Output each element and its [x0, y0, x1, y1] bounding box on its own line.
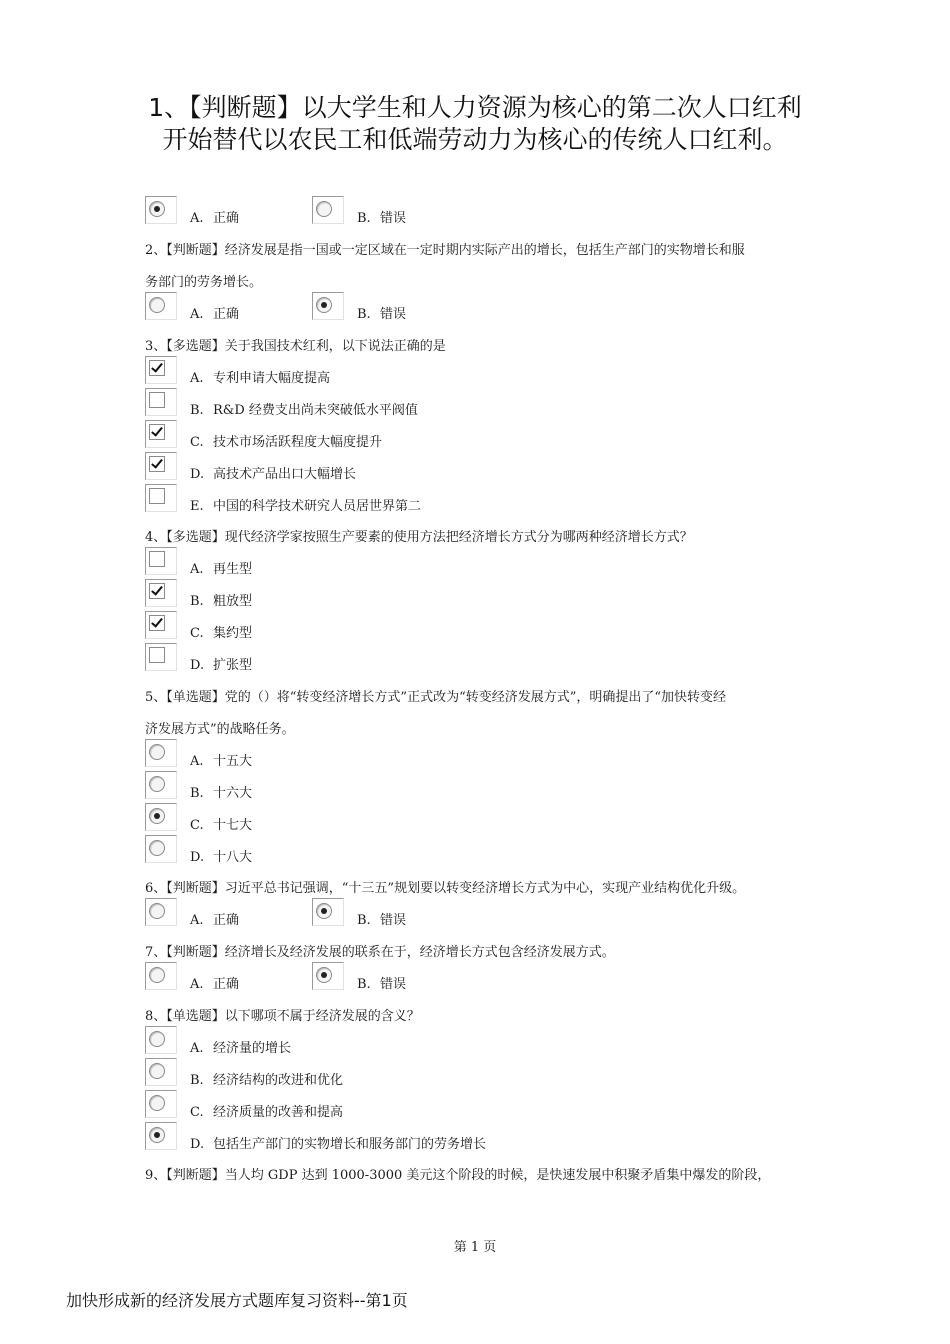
page-number: 第 1 页	[453, 1240, 497, 1255]
checkbox-box[interactable]	[145, 420, 177, 448]
option-text: 错误	[380, 211, 407, 226]
option-text: 十八大	[213, 850, 253, 865]
option-text: 高技术产品出口大幅增长	[213, 467, 357, 482]
radio-box[interactable]	[312, 898, 344, 926]
radio-button[interactable]	[149, 201, 165, 217]
radio-box[interactable]	[145, 803, 177, 831]
radio-box[interactable]	[145, 739, 177, 767]
document-footer: 加快形成新的经济发展方式题库复习资料--第1页	[66, 1291, 408, 1310]
radio-box[interactable]	[145, 1058, 177, 1086]
radio-button[interactable]	[316, 201, 332, 217]
q5-option-a[interactable]	[145, 739, 445, 775]
option-text: 经济量的增长	[213, 1041, 292, 1056]
checkbox[interactable]	[149, 360, 165, 376]
q7-option-a[interactable]	[145, 962, 315, 998]
radio-box[interactable]	[145, 835, 177, 863]
q3-option-a[interactable]	[145, 356, 545, 392]
question-7-text: 7、【判断题】经济增长及经济发展的联系在于，经济增长方式包含经济发展方式。	[145, 945, 615, 960]
checkbox-box[interactable]	[145, 356, 177, 384]
radio-button[interactable]	[149, 744, 165, 760]
q2-option-b[interactable]	[312, 292, 482, 328]
q8-option-d[interactable]	[145, 1122, 565, 1158]
radio-button[interactable]	[149, 967, 165, 983]
radio-box[interactable]	[145, 962, 177, 990]
checkbox[interactable]	[149, 647, 165, 663]
checkbox[interactable]	[149, 615, 165, 631]
question-1-title: 1、【判断题】以大学生和人力资源为核心的第二次人口红利开始替代以农民工和低端劳动力为核心的传统人口红利。	[148, 93, 802, 154]
radio-button[interactable]	[149, 808, 165, 824]
option-text: 技术市场活跃程度大幅度提升	[213, 435, 383, 450]
option-text: 正确	[213, 307, 240, 322]
option-letter: C.	[190, 1105, 204, 1120]
option-letter: B.	[357, 211, 371, 226]
q8-option-c[interactable]	[145, 1090, 565, 1126]
radio-box[interactable]	[145, 1026, 177, 1054]
q4-option-a[interactable]	[145, 547, 445, 583]
option-letter: C.	[190, 818, 204, 833]
question-2-text-cont: 务部门的劳务增长。	[145, 275, 263, 290]
option-letter: B.	[357, 913, 371, 928]
option-text: R&D 经费支出尚未突破低水平阀值	[213, 403, 418, 418]
option-letter: A.	[190, 307, 204, 322]
checkbox[interactable]	[149, 392, 165, 408]
q8-option-a[interactable]	[145, 1026, 565, 1062]
option-letter: E.	[190, 499, 204, 514]
q5-option-b[interactable]	[145, 771, 445, 807]
checkbox[interactable]	[149, 456, 165, 472]
checkbox-box[interactable]	[145, 452, 177, 480]
q3-option-c[interactable]	[145, 420, 545, 456]
radio-button[interactable]	[149, 1095, 165, 1111]
q8-option-b[interactable]	[145, 1058, 565, 1094]
checkbox-box[interactable]	[145, 611, 177, 639]
question-8-text: 8、【单选题】以下哪项不属于经济发展的含义？	[145, 1009, 420, 1024]
q7-option-b[interactable]	[312, 962, 482, 998]
option-text: 再生型	[213, 562, 253, 577]
radio-box[interactable]	[145, 898, 177, 926]
q5-option-d[interactable]	[145, 835, 445, 871]
checkbox-box[interactable]	[145, 388, 177, 416]
option-letter: B.	[190, 403, 204, 418]
checkbox-box[interactable]	[145, 484, 177, 512]
option-text: 十六大	[213, 786, 253, 801]
option-text: 集约型	[213, 626, 253, 641]
checkbox[interactable]	[149, 583, 165, 599]
option-letter: D.	[190, 658, 205, 673]
radio-box[interactable]	[312, 196, 344, 224]
radio-box[interactable]	[312, 962, 344, 990]
radio-button[interactable]	[149, 1031, 165, 1047]
q2-option-a[interactable]	[145, 292, 315, 328]
checkbox[interactable]	[149, 488, 165, 504]
checkbox[interactable]	[149, 551, 165, 567]
option-text: 十五大	[213, 754, 253, 769]
question-5-text-cont: 济发展方式”的战略任务。	[145, 722, 295, 737]
radio-box[interactable]	[145, 1122, 177, 1150]
option-letter: A.	[190, 211, 204, 226]
q1-option-a[interactable]	[145, 196, 315, 232]
option-letter: D.	[190, 850, 205, 865]
option-letter: C.	[190, 435, 204, 450]
radio-button[interactable]	[316, 903, 332, 919]
radio-box[interactable]	[145, 196, 177, 224]
q5-option-c[interactable]	[145, 803, 445, 839]
option-text: 包括生产部门的实物增长和服务部门的劳务增长	[213, 1137, 487, 1152]
radio-box[interactable]	[312, 292, 344, 320]
option-letter: B.	[190, 594, 204, 609]
question-3-text: 3、【多选题】关于我国技术红利，以下说法正确的是	[145, 339, 446, 354]
question-4-text: 4、【多选题】现代经济学家按照生产要素的使用方法把经济增长方式分为哪两种经济增长方式？	[145, 530, 693, 545]
option-letter: A.	[190, 754, 204, 769]
radio-button[interactable]	[316, 967, 332, 983]
option-text: 专利申请大幅度提高	[213, 371, 331, 386]
q3-option-e[interactable]	[145, 484, 545, 520]
option-letter: A.	[190, 913, 204, 928]
checkbox-box[interactable]	[145, 547, 177, 575]
option-text: 正确	[213, 211, 240, 226]
radio-button[interactable]	[149, 1063, 165, 1079]
option-letter: B.	[357, 307, 371, 322]
option-letter: B.	[190, 786, 204, 801]
option-letter: A.	[190, 371, 204, 386]
q3-option-d[interactable]	[145, 452, 545, 488]
q6-option-b[interactable]	[312, 898, 482, 934]
radio-box[interactable]	[145, 292, 177, 320]
radio-button[interactable]	[149, 840, 165, 856]
option-text: 正确	[213, 977, 240, 992]
radio-button[interactable]	[149, 1127, 165, 1143]
radio-button[interactable]	[149, 776, 165, 792]
option-text: 扩张型	[213, 658, 253, 673]
option-letter: D.	[190, 1137, 205, 1152]
option-text: 经济质量的改善和提高	[213, 1105, 344, 1120]
option-text: 中国的科学技术研究人员居世界第二	[213, 499, 422, 514]
option-text: 经济结构的改进和优化	[213, 1073, 344, 1088]
radio-box[interactable]	[145, 771, 177, 799]
option-letter: A.	[190, 977, 204, 992]
q4-option-d[interactable]	[145, 643, 445, 679]
radio-button[interactable]	[316, 297, 332, 313]
radio-button[interactable]	[149, 297, 165, 313]
option-text: 十七大	[213, 818, 253, 833]
q4-option-b[interactable]	[145, 579, 445, 615]
option-letter: B.	[357, 977, 371, 992]
question-2-text: 2、【判断题】经济发展是指一国或一定区域在一定时期内实际产出的增长，包括生产部门的实物增长和服	[145, 243, 745, 258]
option-letter: D.	[190, 467, 205, 482]
radio-button[interactable]	[149, 903, 165, 919]
option-text: 错误	[380, 977, 407, 992]
question-9-text: 9、【判断题】当人均 GDP 达到 1000-3000 美元这个阶段的时候，是快速发展中积聚矛盾集中爆发的阶段，	[145, 1168, 771, 1183]
checkbox[interactable]	[149, 424, 165, 440]
q6-option-a[interactable]	[145, 898, 315, 934]
option-text: 正确	[213, 913, 240, 928]
option-letter: A.	[190, 562, 204, 577]
question-5-text: 5、【单选题】党的（）将“转变经济增长方式”正式改为“转变经济发展方式”，明确提出了“加快转变经	[145, 690, 727, 705]
q1-option-b[interactable]	[312, 196, 482, 232]
option-text: 错误	[380, 913, 407, 928]
radio-box[interactable]	[145, 1090, 177, 1118]
option-text: 粗放型	[213, 594, 253, 609]
option-letter: B.	[190, 1073, 204, 1088]
checkbox-box[interactable]	[145, 579, 177, 607]
q4-option-c[interactable]	[145, 611, 445, 647]
question-6-text: 6、【判断题】习近平总书记强调，“十三五”规划要以转变经济增长方式为中心，实现产业结构优化升级。	[145, 881, 746, 896]
option-text: 错误	[380, 307, 407, 322]
option-letter: A.	[190, 1041, 204, 1056]
checkbox-box[interactable]	[145, 643, 177, 671]
option-letter: C.	[190, 626, 204, 641]
q3-option-b[interactable]	[145, 388, 545, 424]
